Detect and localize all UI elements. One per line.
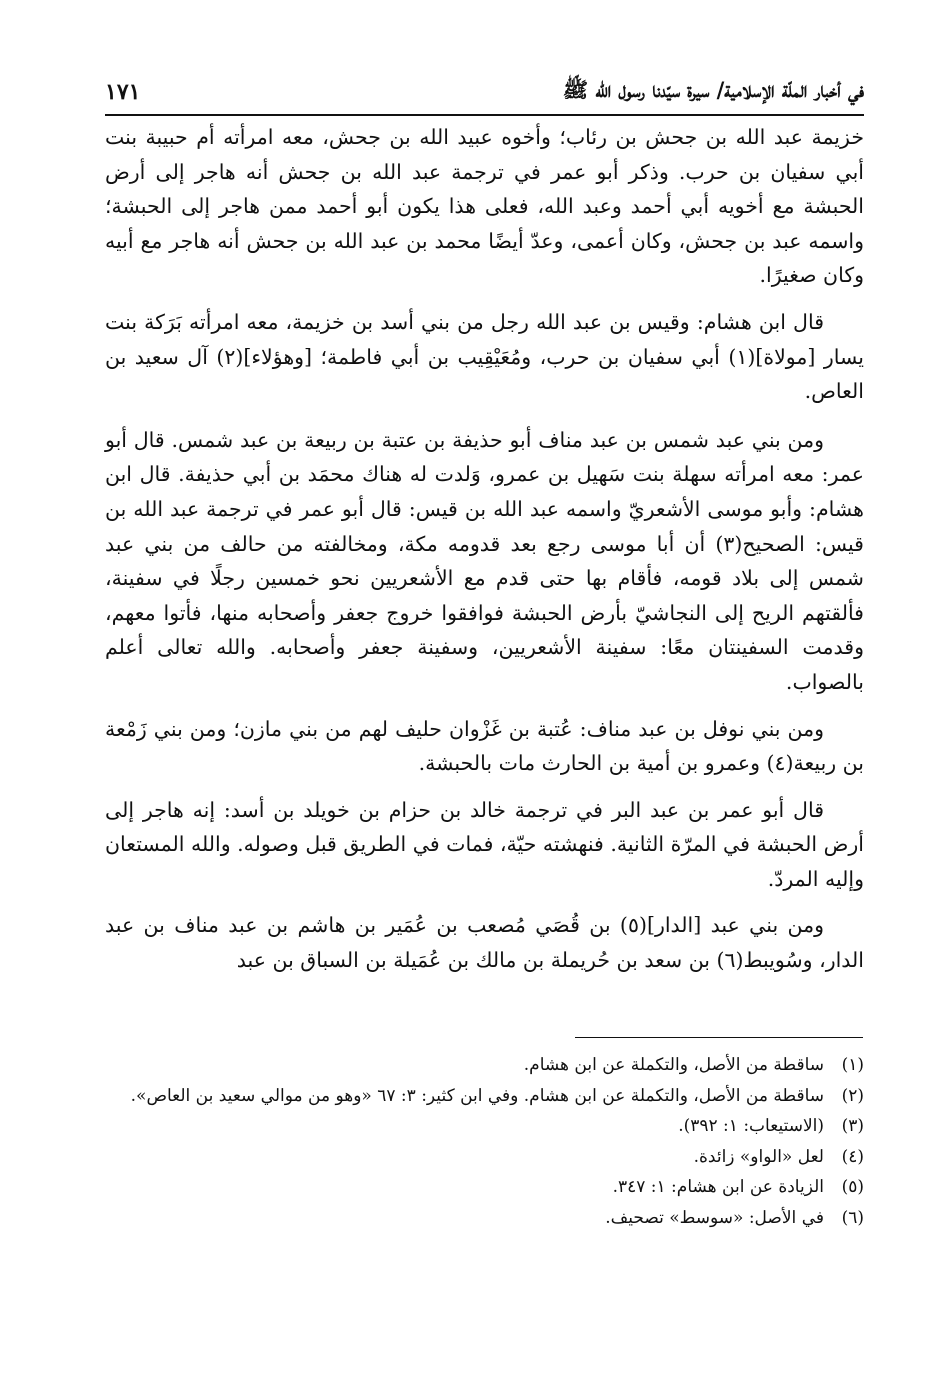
footnote-text: (الاستيعاب: ١: ٣٩٢). (678, 1116, 824, 1136)
footnote-text: ساقطة من الأصل، والتكملة عن ابن هشام. (523, 1055, 824, 1075)
footnote (105, 1111, 864, 1142)
running-header (105, 70, 864, 116)
paragraph: قال أبو عمر بن عبد البر في ترجمة خالد بن حزام بن خويلد بن أسد: إنه هاجر إلى أرض الحبشة في المرّة الثانية. فنهشته حيّة، فمات في الطريق قبل وصوله. والله المستعان وإليه المردّ. (105, 797, 864, 891)
footnote-separator (575, 1037, 863, 1038)
footnote-number: (٢) (841, 1085, 864, 1106)
footnote (105, 1172, 864, 1203)
header-title: في أخبار الملّة الإسلامية/ سيرة سيّدنا رسول الله ﷺ (562, 76, 864, 102)
footnote (105, 1203, 864, 1234)
footnote (105, 1142, 864, 1173)
footnote-number: (٦) (841, 1207, 864, 1228)
footnote-text: لعل «الواو» زائدة. (693, 1146, 824, 1167)
footnote-text: في الأصل: «سوسط» تصحيف. (605, 1207, 824, 1228)
footnote-text: ساقطة من الأصل، والتكملة عن ابن هشام. وفي ابن كثير: ٣: ٦٧ «وهو من موالي سعيد بن العاص». (130, 1085, 824, 1106)
main-text (105, 120, 864, 990)
footnote-number: (٣) (841, 1116, 864, 1136)
paragraph: ومن بني نوفل بن عبد مناف: عُتبة بن غَزْوان حليف لهم من بني مازن؛ ومن بني زَمْعة بن ربيعة(٤) وعمرو بن أمية بن الحارث مات بالحبشة. (105, 716, 864, 776)
paragraph: خزيمة عبد الله بن جحش بن رئاب؛ وأخوه عبيد الله بن جحش، معه امرأته أم حبيبة بنت أبي سفيان بن حرب. وذكر أبو عمر في ترجمة عبد الله بن جحش أنه هاجر إلى أرض الحبشة مع أخويه أبي أحمد وعبد الله، فعلى هذا يكون أبو أحمد ممن هاجر إلى الحبشة؛ واسمه عبد بن جحش، وكان أعمى، وعدّ أيضًا محمد بن عبد الله بن جحش أنه هاجر مع أبيه وكان صغيرًا. (105, 125, 864, 288)
footnote (105, 1081, 864, 1112)
footnotes (105, 1050, 864, 1233)
footnote (105, 1050, 864, 1081)
footnote-number: (٤) (841, 1146, 864, 1167)
paragraph: ومن بني عبد شمس بن عبد مناف أبو حذيفة بن عتبة بن ربيعة بن عبد شمس. قال أبو عمر: معه امرأته سهلة بنت سَهيل بن عمرو، وَلدت له هناك محمَد بن أبي حذيفة. قال ابن هشام: وأبو موسى الأشعريّ واسمه عبد الله بن قيس: قال أبو عمر في ترجمة عبد الله بن قيس: الصحيح(٣) أن أبا موسى رجع بعد قدومه مكة، ومخالفته من حالف من بني عبد شمس إلى بلاد قومه، فأقام بها حتى قدم مع الأشعريين نحو خمسين رجلًا في سفينة، فألقتهم الريح إلى النجاشيّ بأرض الحبشة فوافقوا خروج جعفر وأصحابه منها، فأتوا معهم، وقدمت السفينتان معًا: سفينة الأشعريين، وسفينة جعفر وأصحابه. والله تعالى أعلم بالصواب. (105, 427, 864, 694)
footnote-number: (١) (841, 1055, 864, 1075)
footnote-number: (٥) (841, 1177, 864, 1197)
paragraph: قال ابن هشام: وقيس بن عبد الله رجل من بني أسد بن خزيمة، معه امرأته بَرَكة بنت يسار [مولاة](١) أبي سفيان بن حرب، ومُعَيْقِيب بن أبي فاطمة؛ [وهؤلاء](٢) آل سعيد بن العاص. (105, 309, 864, 404)
paragraph: ومن بني عبد [الدار](٥) بن قُصَي مُصعب بن عُمَير بن هاشم بن عبد مناف بن عبد الدار، وسُويبط(٦) بن سعد بن حُريملة بن مالك بن عُمَيلة بن السباق بن عبد (105, 913, 864, 973)
page-number: ١٧١ (105, 79, 141, 105)
footnote-text: الزيادة عن ابن هشام: ١: ٣٤٧. (612, 1177, 824, 1197)
